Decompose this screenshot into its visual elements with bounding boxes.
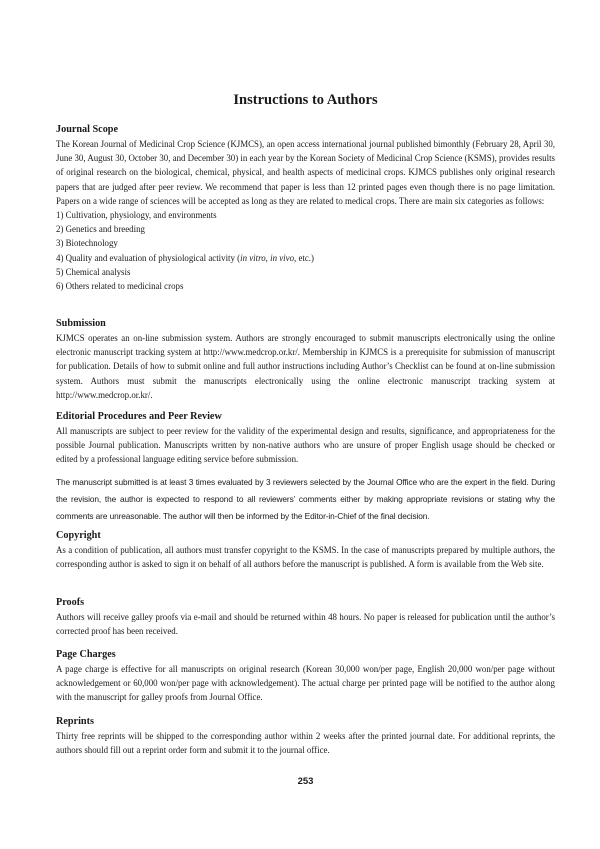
list-item: 1) Cultivation, physiology, and environments — [56, 210, 217, 221]
category4-term-in-vitro: in vitro — [240, 252, 266, 263]
submission-section — [56, 317, 555, 402]
reprints-section — [56, 715, 555, 757]
category4-suffix: , etc.) — [294, 252, 314, 263]
page-number: 253 — [297, 776, 314, 787]
list-item: 6) Others related to medicinal crops — [56, 281, 184, 292]
journal-scope-heading: Journal Scope — [56, 124, 118, 135]
journal-scope-body: The Korean Journal of Medicinal Crop Science (KJMCS), an open access international journal published bimonthly (February 28, April 30, June 30, August 30, October 30, and December 30) in each year by the Korean Society of Medicinal Crop Science (KSMS), provides results of original research on the biological, chemical, physical, and health aspects of medicinal crops. KJMCS publishes only original research papers that are judged after peer review. We recommend that paper is less than 12 printed pages even though there is no page limitation. Papers on a wide range of sciences will be accepted as long as they are related to medical crops. There are main six categories as follows: — [56, 139, 555, 206]
category4-separator: , — [265, 252, 271, 263]
page-charges-body: A page charge is effective for all manuscripts on original research (Korean 30,000 won/per page, English 20,000 won/per page without acknowledgement or 60,000 won/per page with acknowledgement). The actual charge per printed page will be notified to the author along with the manuscript for galley proofs from Journal Office. — [56, 664, 555, 703]
reprints-heading: Reprints — [56, 716, 94, 727]
editorial-section — [56, 410, 555, 467]
page-charges-heading: Page Charges — [56, 649, 116, 660]
proofs-heading: Proofs — [56, 597, 85, 608]
page-charges-section — [56, 648, 555, 705]
list-item: 5) Chemical analysis — [56, 266, 131, 277]
copyright-heading: Copyright — [56, 530, 101, 541]
list-item: 3) Biotechnology — [56, 238, 118, 249]
editorial-body-2: The manuscript submitted is at least 3 times evaluated by 3 reviewers selected by the Journal Office who are the expert in the field. During the revision, the author is expected to respond to all reviewers’ comments either by making appropriate revisions or stating why the comments are unreasonable. The author will then be informed by the Editor-in-Chief of the final decision. — [56, 477, 555, 521]
page-title: Instructions to Authors — [233, 92, 378, 108]
submission-body: KJMCS operates an on-line submission system. Authors are strongly encouraged to submit manuscripts electronically using the online electronic manuscript tracking system at http://www.medcrop.or.kr/. Membership in KJMCS is a prerequisite for submission of manuscript for publication. Details of how to submit online and full author instructions including Author’s Checklist can be found at on-line submission system. Authors must submit the manuscripts electronically using the online electronic manuscript tracking system at http://www.medcrop.or.kr/. — [56, 333, 555, 400]
copyright-section — [56, 529, 555, 571]
editorial-heading: Editorial Procedures and Peer Review — [56, 411, 222, 422]
editorial-body: All manuscripts are subject to peer review for the validity of the experimental design and results, significance, and appropriateness for the possible Journal publication. Manuscripts written by non-native authors who are unsure of proper English usage should be checked or edited by a professional language editing service before submission. — [56, 426, 555, 465]
list-item — [56, 251, 555, 265]
proofs-body: Authors will receive galley proofs via e-mail and should be returned within 48 hours. No paper is released for publication until the author’s corrected proof has been received. — [56, 612, 555, 637]
reprints-body: Thirty free reprints will be shipped to the corresponding author within 2 weeks after the printed journal date. For additional reprints, the authors should fill out a reprint order form and submit it to the journal office. — [56, 731, 555, 756]
category4-term-in-vivo: in vivo — [270, 252, 295, 263]
copyright-body: As a condition of publication, all authors must transfer copyright to the KSMS. In the case of manuscripts prepared by multiple authors, the corresponding author is asked to sign it on behalf of all authors before the manuscript is published. A form is available from the Web site. — [56, 545, 555, 570]
proofs-section — [56, 596, 555, 638]
category4-prefix: 4) Quality and evaluation of physiological activity ( — [56, 252, 241, 263]
submission-heading: Submission — [56, 318, 106, 329]
journal-scope-section — [56, 123, 555, 293]
list-item: 2) Genetics and breeding — [56, 224, 145, 235]
category-list — [56, 208, 555, 293]
